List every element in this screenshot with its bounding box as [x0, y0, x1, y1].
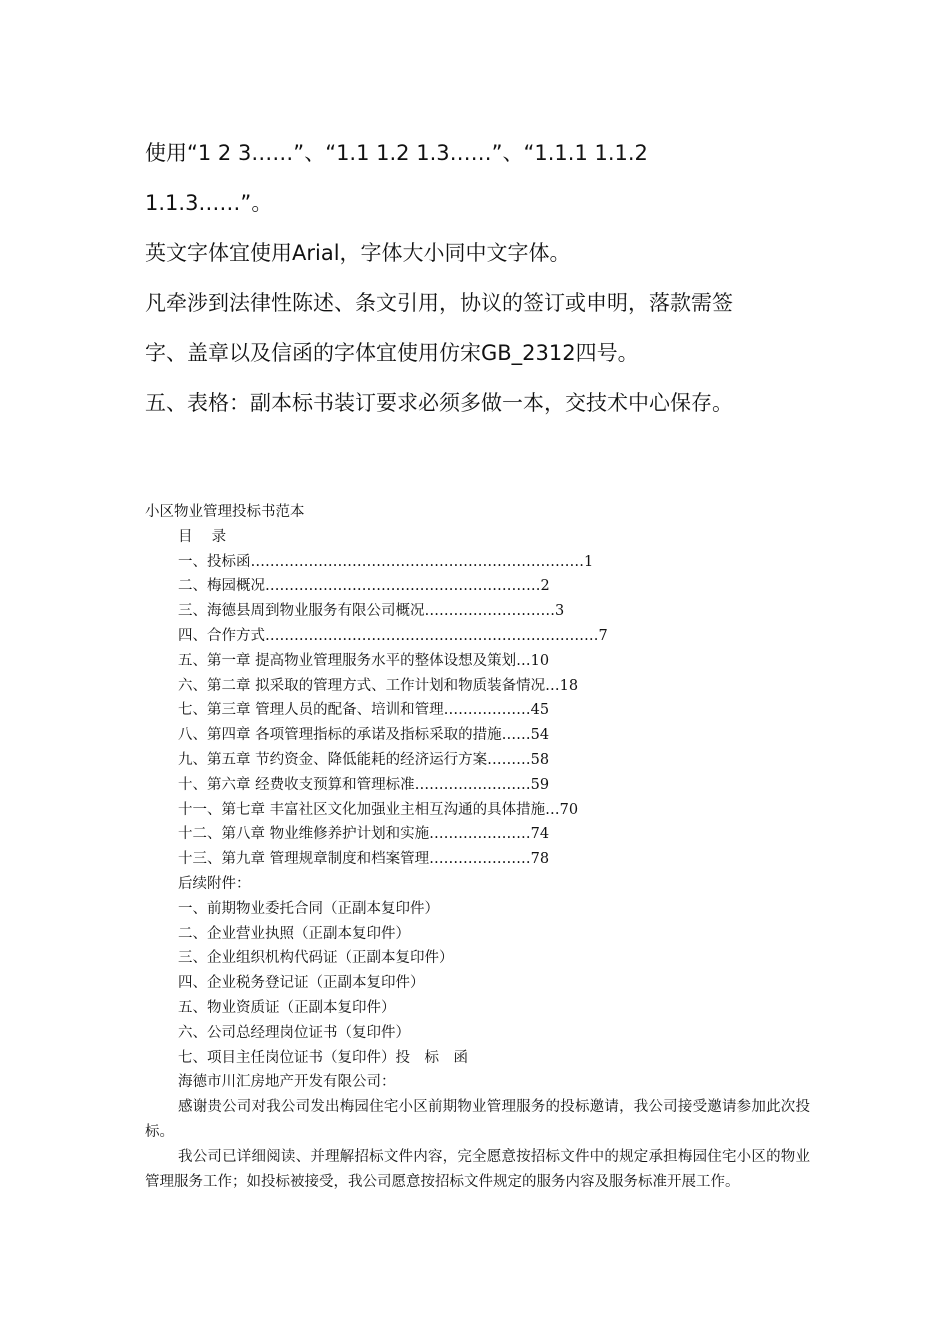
- letter-paragraph: 我公司已详细阅读、并理解招标文件内容，完全愿意按招标文件中的规定承担梅园住宅小区的物业管理服务工作；如投标被接受，我公司愿意按招标文件规定的服务内容及服务标准开展工作。: [145, 1148, 810, 1190]
- toc-heading: 目 录: [178, 528, 227, 545]
- toc-item: 六、第二章 拟采取的管理方式、工作计划和物质装备情况…18: [178, 677, 579, 694]
- paragraph-numbering-format: 使用“1 2 3……”、“1.1 1.2 1.3……”、“1.1.1 1.1.2: [145, 141, 648, 165]
- paragraph-numbering-format-cont: 1.1.3……”。: [145, 191, 273, 215]
- attachments-heading: 后续附件：: [178, 875, 251, 892]
- paragraph-english-font: 英文字体宜使用Arial，字体大小同中文字体。: [145, 241, 571, 265]
- attachment-item: 四、企业税务登记证（正副本复印件）: [178, 975, 425, 992]
- bid-document-sample: [145, 500, 810, 1194]
- toc-item: 四、合作方式……………………………………………………………7: [178, 627, 608, 644]
- paragraph-legal-font: 凡牵涉到法律性陈述、条文引用，协议的签订或申明，落款需签: [145, 291, 733, 315]
- letter-paragraph: 感谢贵公司对我公司发出梅园住宅小区前期物业管理服务的投标邀请，我公司接受邀请参加此次投标。: [145, 1099, 810, 1140]
- attachment-item: 六、公司总经理岗位证书（复印件）: [178, 1024, 410, 1041]
- attachments-list: [145, 897, 810, 1071]
- paragraph-tables: 五、表格：副本标书装订要求必须多做一本，交技术中心保存。: [145, 391, 733, 415]
- attachment-item: 一、前期物业委托合同（正副本复印件）: [178, 900, 439, 917]
- document-title: 小区物业管理投标书范本: [145, 504, 305, 520]
- toc-item: 十、第六章 经费收支预算和管理标准……………………59: [178, 776, 550, 793]
- toc-item: 十二、第八章 物业维修养护计划和实施…………………74: [178, 826, 550, 843]
- toc-item: 七、第三章 管理人员的配备、培训和管理………………45: [178, 702, 550, 719]
- toc-item: 三、海德县周到物业服务有限公司概况………………………3: [178, 603, 565, 620]
- attachment-item: 七、项目主任岗位证书（复印件）投 标 函: [178, 1049, 468, 1066]
- attachment-item: 五、物业资质证（正副本复印件）: [178, 999, 396, 1016]
- toc-item: 五、第一章 提高物业管理服务水平的整体设想及策划…10: [178, 652, 550, 669]
- attachment-item: 二、企业营业执照（正副本复印件）: [178, 925, 410, 942]
- table-of-contents: [145, 550, 810, 872]
- toc-item: 十一、第七章 丰富社区文化加强业主相互沟通的具体措施…70: [178, 801, 579, 818]
- paragraph-legal-font-cont: 字、盖章以及信函的字体宜使用仿宋GB_2312四号。: [145, 341, 639, 365]
- toc-item: 二、梅园概况…………………………………………………2: [178, 578, 550, 595]
- formatting-guidelines: [145, 128, 805, 428]
- toc-item: 十三、第九章 管理规章制度和档案管理…………………78: [178, 851, 550, 868]
- toc-item: 八、第四章 各项管理指标的承诺及指标采取的措施……54: [178, 727, 550, 744]
- letter-recipient: 海德市川汇房地产开发有限公司：: [178, 1074, 396, 1091]
- toc-item: 一、投标函……………………………………………………………1: [178, 553, 594, 570]
- toc-item: 九、第五章 节约资金、降低能耗的经济运行方案………58: [178, 751, 550, 768]
- attachment-item: 三、企业组织机构代码证（正副本复印件）: [178, 950, 454, 967]
